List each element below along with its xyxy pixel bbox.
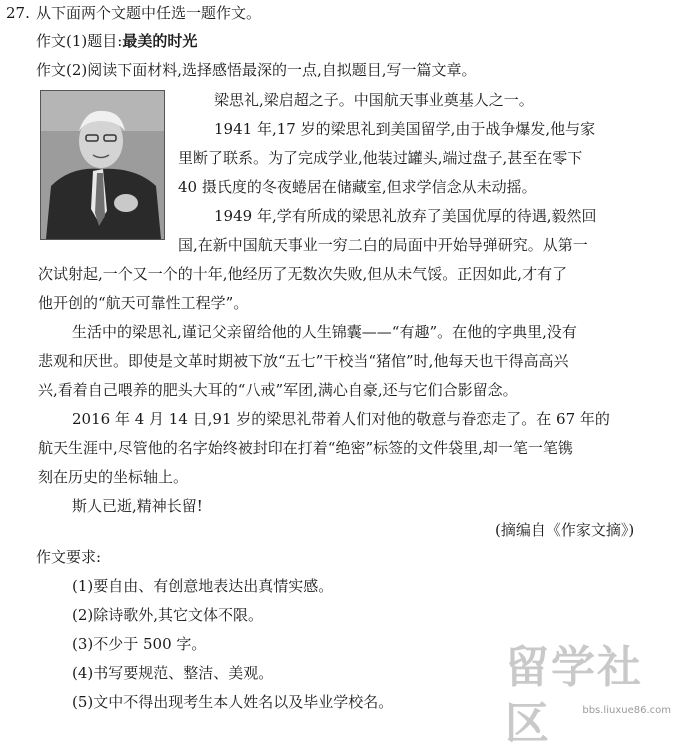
requirement-item-1: (1)要自由、有创意地表达出真情实感。 <box>72 577 334 595</box>
material-line-2: 1941 年,17 岁的梁思礼到美国留学,由于战争爆发,他与家 <box>214 120 596 138</box>
requirement-item-3: (3)不少于 500 字。 <box>72 635 207 653</box>
requirements-title: 作文要求: <box>36 548 102 566</box>
material-line-10: 悲观和厌世。即使是文革时期被下放“五七”干校当“猪倌”时,他每天也干得高高兴 <box>38 352 569 370</box>
material-line-6: 国,在新中国航天事业一穷二白的局面中开始导弹研究。从第一 <box>178 236 588 254</box>
requirement-item-4: (4)书写要规范、整洁、美观。 <box>72 664 274 682</box>
requirement-item-5: (5)文中不得出现考生本人姓名以及毕业学校名。 <box>72 693 394 711</box>
material-line-5: 1949 年,学有所成的梁思礼放弃了美国优厚的待遇,毅然回 <box>214 207 597 225</box>
option1-title: 最美的时光 <box>122 32 198 50</box>
material-source: (摘编自《作家文摘》) <box>495 521 635 539</box>
watermark <box>505 640 675 749</box>
material-line-7: 次试射起,一个又一个的十年,他经历了无数次失败,但从未气馁。正因如此,才有了 <box>38 265 568 283</box>
material-line-14: 刻在历史的坐标轴上。 <box>38 468 189 486</box>
material-line-11: 兴,看着自己喂养的肥头大耳的“八戒”军团,满心自豪,还与它们合影留念。 <box>38 381 518 399</box>
portrait-illustration <box>41 91 164 239</box>
portrait-photo <box>40 90 165 240</box>
watermark-logo-text: 留学社区 <box>505 642 643 749</box>
question-number: 27. <box>6 4 30 22</box>
material-line-15: 斯人已逝,精神长留! <box>72 497 203 515</box>
watermark-url: bbs.liuxue86.com <box>582 705 671 716</box>
material-line-3: 里断了联系。为了完成学业,他装过罐头,端过盘子,甚至在零下 <box>178 149 583 167</box>
material-line-1: 梁思礼,梁启超之子。中国航天事业奠基人之一。 <box>214 91 534 109</box>
option1-prefix: 作文(1)题目: <box>36 32 123 50</box>
material-line-4: 40 摄氏度的冬夜蜷居在储藏室,但求学信念从未动摇。 <box>178 178 537 196</box>
material-line-13: 航天生涯中,尽管他的名字始终被封印在打着“绝密”标签的文件袋里,却一笔一笔镌 <box>38 439 573 457</box>
material-line-12: 2016 年 4 月 14 日,91 岁的梁思礼带着人们对他的敬意与眷恋走了。在 67 年的 <box>72 410 610 428</box>
material-line-9: 生活中的梁思礼,谨记父亲留给他的人生锦囊——“有趣”。在他的字典里,没有 <box>72 323 577 341</box>
material-line-8: 他开创的“航天可靠性工程学”。 <box>38 294 249 312</box>
option1-line <box>36 31 197 51</box>
question-intro: 从下面两个文题中任选一题作文。 <box>36 4 262 22</box>
option2-instruction: 作文(2)阅读下面材料,选择感悟最深的一点,自拟题目,写一篇文章。 <box>36 61 477 79</box>
requirement-item-2: (2)除诗歌外,其它文体不限。 <box>72 606 264 624</box>
